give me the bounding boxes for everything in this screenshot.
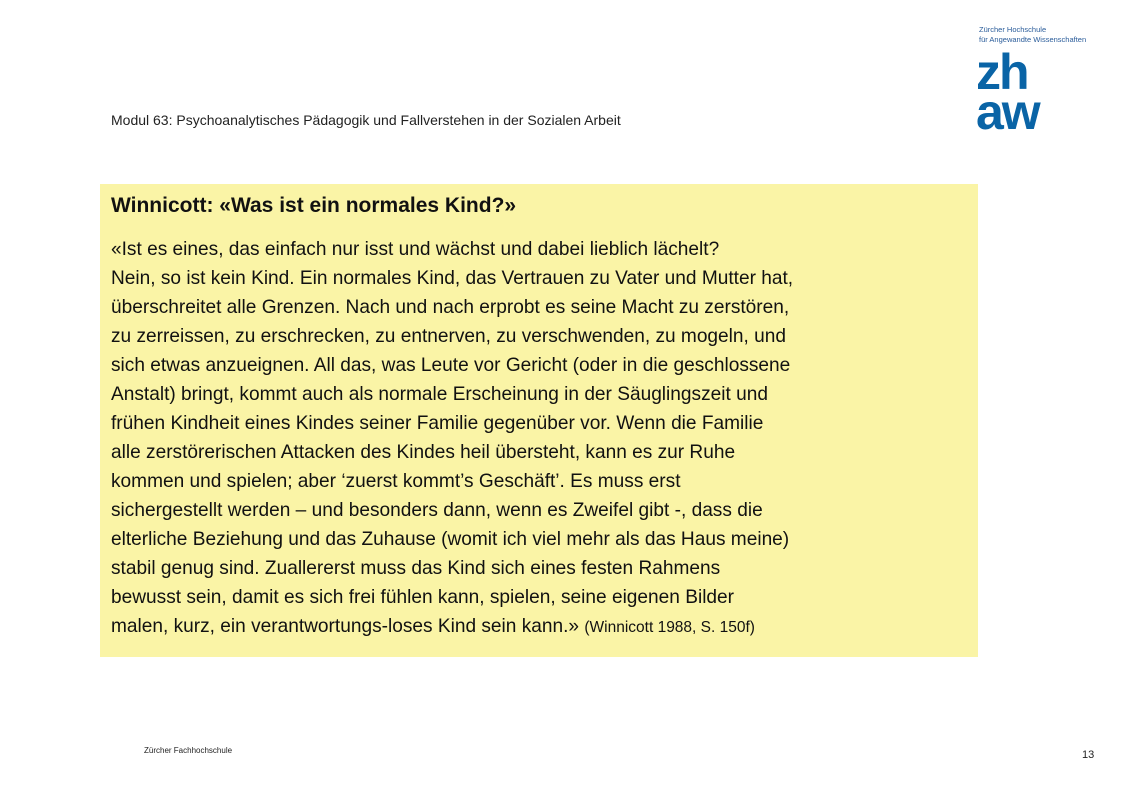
slide-heading: Winnicott: «Was ist ein normales Kind?» [111, 194, 517, 217]
quote-line: kommen und spielen; aber ‘zuerst kommt’s Geschäft’. Es muss erst [111, 471, 681, 492]
quote-line: Anstalt) bringt, kommt auch als normale Erscheinung in der Säuglingszeit und [111, 384, 768, 405]
quote-last-line [111, 612, 968, 642]
logo-mark-line-2: aw [976, 84, 1039, 140]
page-number: 13 [1082, 749, 1095, 761]
quote-line: elterliche Beziehung und das Zuhause (womit ich viel mehr als das Haus meine) [111, 529, 790, 550]
quote-last-text: malen, kurz, ein verantwortungs-loses Kind sein kann.» [111, 616, 585, 637]
quote-line: frühen Kindheit eines Kindes seiner Familie gegenüber vor. Wenn die Familie [111, 413, 764, 434]
zhaw-logo [976, 44, 1060, 140]
quote-line: sich etwas anzueignen. All das, was Leute vor Gericht (oder in die geschlossene [111, 355, 791, 376]
quote-line: sichergestellt werden – und besonders dann, wenn es Zweifel gibt -, dass die [111, 500, 763, 521]
module-title: Modul 63: Psychoanalytisches Pädagogik und Fallverstehen in der Sozialen Arbeit [111, 112, 621, 128]
quote-line: Nein, so ist kein Kind. Ein normales Kind, das Vertrauen zu Vater und Mutter hat, [111, 268, 794, 289]
quote-line: bewusst sein, damit es sich frei fühlen kann, spielen, seine eigenen Bilder [111, 587, 735, 608]
logo-mark-line-1: zh [976, 44, 1028, 100]
footer-school-name: Zürcher Fachhochschule [144, 746, 233, 755]
quote-box [100, 184, 978, 657]
logo-caption-line-1: Zürcher Hochschule [979, 25, 1047, 34]
quote-line: alle zerstörerischen Attacken des Kindes heil übersteht, kann es zur Ruhe [111, 442, 736, 463]
quote-body [111, 235, 968, 642]
quote-line: überschreitet alle Grenzen. Nach und nach erprobt es seine Macht zu zerstören, [111, 297, 790, 318]
quote-line: zu zerreissen, zu erschrecken, zu entnerven, zu verschwenden, zu mogeln, und [111, 326, 787, 347]
logo-caption-line-2: für Angewandte Wissenschaften [979, 35, 1087, 44]
quote-line: «Ist es eines, das einfach nur isst und wächst und dabei lieblich lächelt? [111, 239, 720, 260]
quote-line: stabil genug sind. Zuallererst muss das Kind sich eines festen Rahmens [111, 558, 721, 579]
logo-caption [979, 25, 1109, 45]
citation: (Winnicott 1988, S. 150f) [584, 619, 755, 636]
